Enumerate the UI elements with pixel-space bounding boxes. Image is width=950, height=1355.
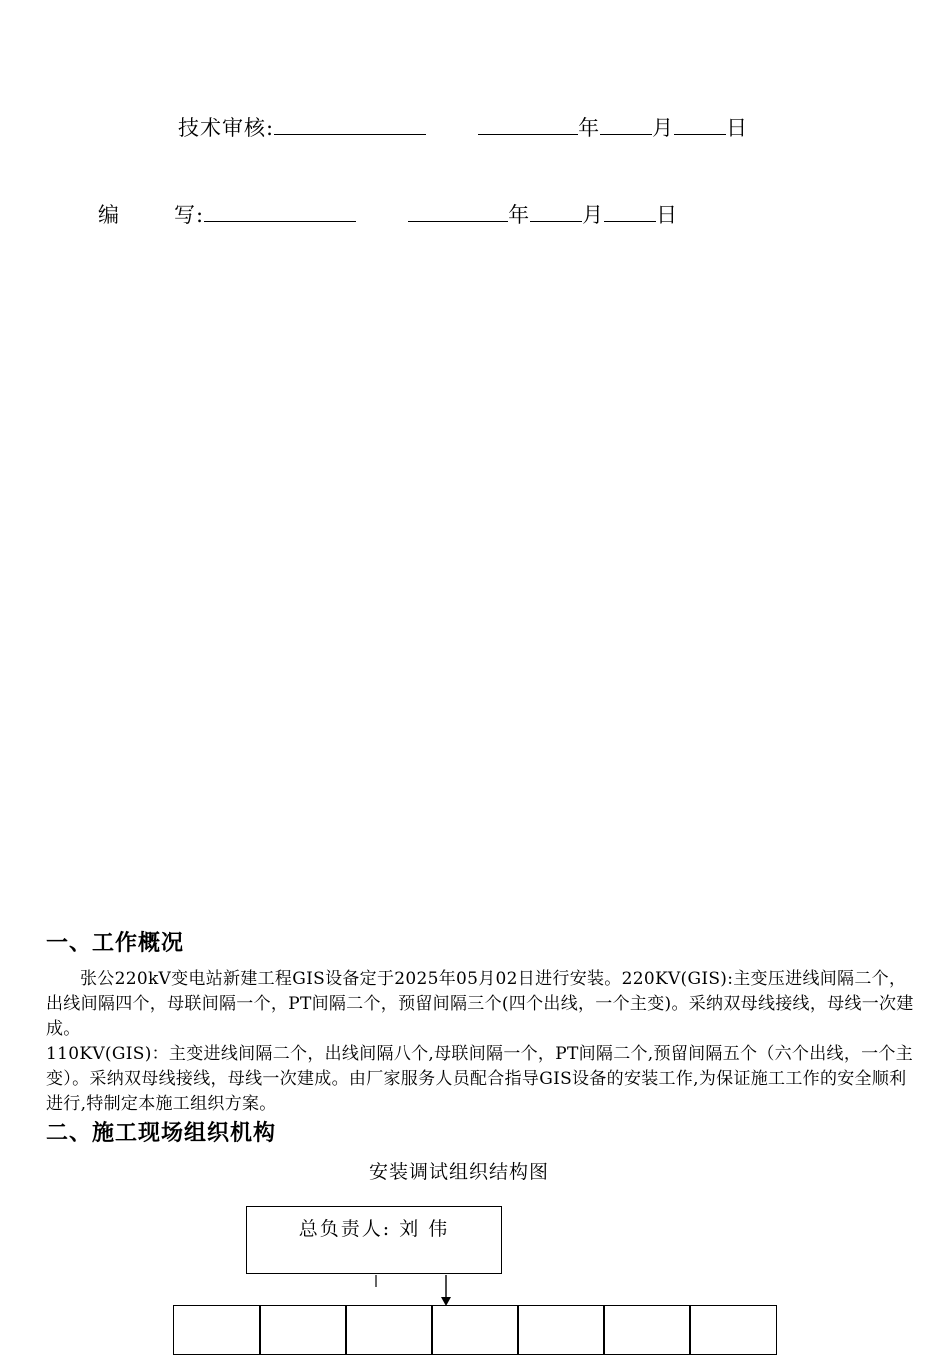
author-month-label: 月 [582,203,605,227]
section-1-paragraph-2: 110KV(GIS)：主变进线间隔二个，出线间隔八个,母联间隔一个，PT间隔二个,预留间隔五个（六个出线，一个主变）。采纳双母线接线，母线一次建成。由厂家服务人员配合指导GIS设备的安装工作,为保证施工工作的安全顺利进行,特制定本施工组织方案。 [46,1044,914,1114]
author-day-blank [604,203,656,222]
author-signature-line [98,199,678,229]
org-chart-sub-box-1 [173,1305,261,1355]
org-chart-sub-box-7 [689,1305,777,1355]
org-chart-top-box [246,1206,502,1274]
author-year-label: 年 [508,203,531,227]
org-chart-sub-box-4 [431,1305,519,1355]
tech-review-month-label: 月 [652,116,675,140]
author-day-label: 日 [656,203,679,227]
tech-review-day-label: 日 [726,116,749,140]
org-chart-sub-box-6 [603,1305,691,1355]
author-year-blank [408,203,508,222]
author-label-right: 写: [174,203,205,227]
org-chart-sub-box-2 [259,1305,347,1355]
section-1-paragraph-1: 张公220kV变电站新建工程GIS设备定于2025年05月02日进行安装。220KV(GIS):主变压进线间隔二个，出线间隔四个，母联间隔一个，PT间隔二个，预留间隔三个(四个出线，一个主变)。采纳双母线接线，母线一次建成。 [46,969,914,1039]
org-chart-sub-box-5 [517,1305,605,1355]
author-month-blank [530,203,582,222]
org-chart-top-box-label: 总负责人: 刘 伟 [298,1218,450,1240]
tech-review-year-label: 年 [578,116,601,140]
tech-review-signature-line [178,112,748,142]
tech-review-year-blank [478,116,578,135]
section-1-heading: 一、工作概况 [46,931,185,956]
tech-review-blank [274,116,426,135]
tech-review-month-blank [600,116,652,135]
org-chart-sub-box-3 [345,1305,433,1355]
author-blank [204,203,356,222]
tech-review-day-blank [674,116,726,135]
org-chart-title: 安装调试组织结构图 [369,1161,550,1183]
author-label-left: 编 [98,203,120,227]
tech-review-label: 技术审核: [178,116,275,140]
section-2-heading: 二、施工现场组织机构 [46,1121,277,1146]
